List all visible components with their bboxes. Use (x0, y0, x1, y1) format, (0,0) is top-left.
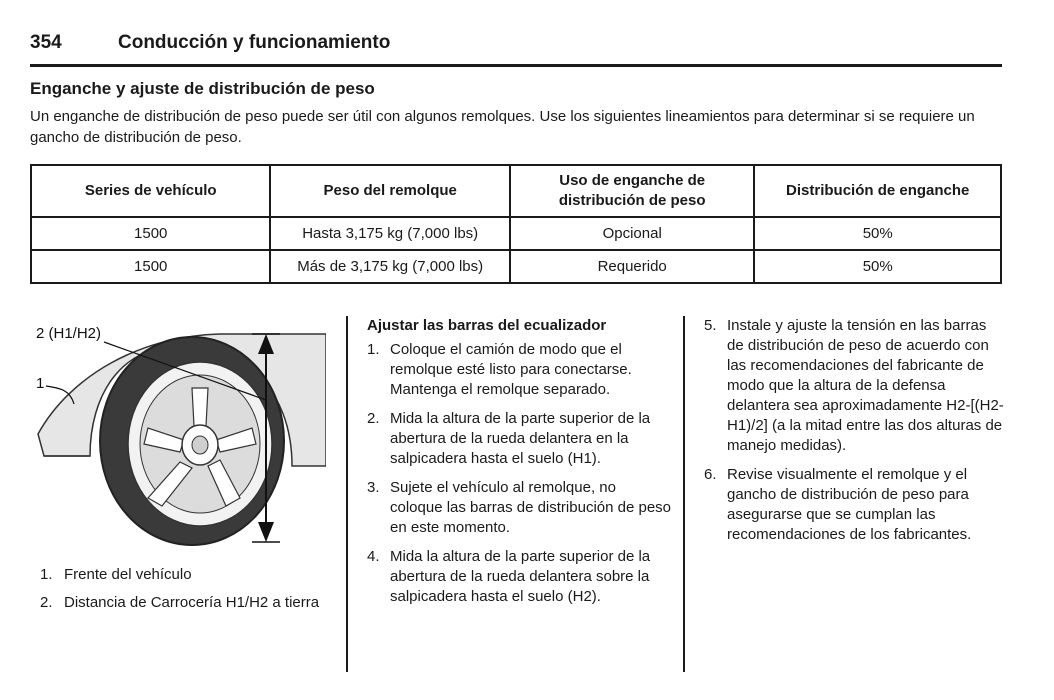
adjust-column-continued (704, 316, 1004, 554)
header-hitch-usage: Uso de enganche de distribución de peso (510, 165, 755, 217)
cell-distribution: 50% (754, 250, 1001, 283)
column-divider (346, 316, 348, 672)
list-item (367, 478, 672, 538)
list-item (367, 409, 672, 469)
adjust-steps-continued (704, 316, 1004, 545)
table-row (31, 217, 1001, 250)
list-item (367, 547, 672, 607)
step-number: 6. (704, 466, 717, 483)
cell-series: 1500 (31, 217, 270, 250)
list-item (367, 340, 672, 400)
chapter-title: Conducción y funcionamiento (118, 32, 391, 53)
step-number: 3. (367, 479, 380, 496)
table-header-row (31, 165, 1001, 217)
figure-legend (40, 566, 340, 622)
step-text: Coloque el camión de modo que el remolque esté listo para conectarse. Mantenga el remolque separado. (390, 341, 632, 398)
table-row (31, 250, 1001, 283)
step-text: Revise visualmente el remolque y el gancho de distribución de peso para asegurarse que se cumplan las recomendaciones de los fabricantes. (727, 466, 972, 543)
legend-text: Frente del vehículo (64, 566, 192, 583)
step-number: 2. (367, 410, 380, 427)
legend-item (40, 566, 340, 594)
legend-item (40, 594, 340, 622)
step-text: Sujete el vehículo al remolque, no coloque las barras de distribución de peso en este momento. (390, 479, 672, 536)
cell-usage: Requerido (510, 250, 755, 283)
cell-distribution: 50% (754, 217, 1001, 250)
header-vehicle-series: Series de vehículo (31, 165, 270, 217)
step-number: 5. (704, 317, 717, 334)
figure-label-1: 1 (36, 375, 45, 392)
cell-series: 1500 (31, 250, 270, 283)
cell-weight: Más de 3,175 kg (7,000 lbs) (270, 250, 509, 283)
step-number: 4. (367, 548, 380, 565)
legend-text: Distancia de Carrocería H1/H2 a tierra (64, 594, 320, 611)
adjust-column (367, 316, 672, 616)
figure-label-h: 2 (H1/H2) (36, 325, 102, 342)
wheel-illustration (30, 316, 326, 558)
legend-number: 2. (40, 594, 53, 611)
cell-usage: Opcional (510, 217, 755, 250)
cell-weight: Hasta 3,175 kg (7,000 lbs) (270, 217, 509, 250)
list-item (704, 465, 1004, 545)
header-hitch-distribution: Distribución de enganche (754, 165, 1001, 217)
step-number: 1. (367, 341, 380, 358)
weight-distribution-table (30, 164, 1002, 284)
page-header (30, 28, 1002, 67)
arrow-head-bottom (258, 522, 274, 542)
section-title: Enganche y ajuste de distribución de peso (30, 79, 375, 98)
column-divider (683, 316, 685, 672)
adjust-steps (367, 340, 672, 607)
hub-cap (192, 436, 208, 454)
adjust-title: Ajustar las barras del ecualizador (367, 317, 607, 334)
page-number: 354 (30, 32, 62, 53)
list-item (704, 316, 1004, 456)
step-text: Instale y ajuste la tensión en las barras de distribución de peso de acuerdo con las recomendaciones del fabricante de modo que la altura de la defensa delantera sea aproximadamente H2-[(H2-H1)/2] (a la mitad entre las dos alturas de manejo medidas). (727, 317, 1004, 454)
step-text: Mida la altura de la parte superior de la abertura de la rueda delantera en la salpicadera hasta el suelo (H1). (390, 410, 651, 467)
legend-number: 1. (40, 566, 53, 583)
intro-paragraph: Un enganche de distribución de peso puede ser útil con algunos remolques. Use los siguientes lineamientos para determinar si se requiere un gancho de distribución de peso. (30, 108, 975, 146)
step-text: Mida la altura de la parte superior de la abertura de la rueda delantera sobre la salpicadera hasta el suelo (H2). (390, 548, 651, 605)
wheel-height-figure (30, 316, 326, 558)
header-trailer-weight: Peso del remolque (270, 165, 509, 217)
